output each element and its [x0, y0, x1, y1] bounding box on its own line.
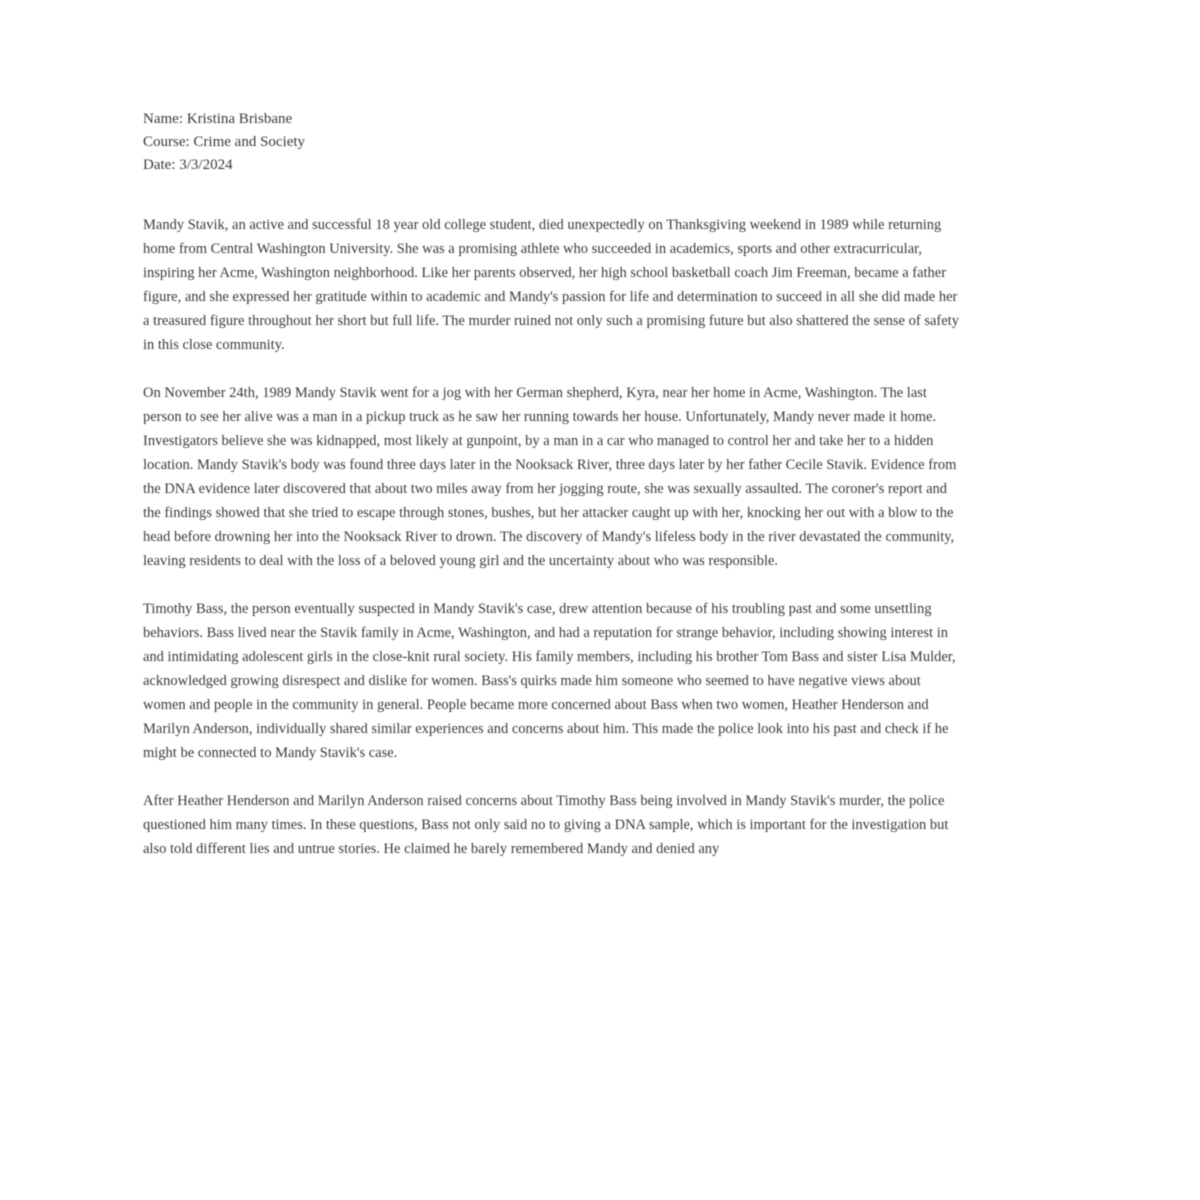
course-name: Course: Crime and Society — [143, 134, 306, 150]
student-name: Name: Kristina Brisbane — [143, 111, 293, 127]
paragraph-investigation: After Heather Henderson and Marilyn Anderson raised concerns about Timothy Bass being involved in Mandy Stavik's murder, the police questioned him many times. In these questions, Bass not only said no to giving a DNA sample, which is important for the investigation but also told different lies and untrue stories. He claimed he barely remembered Mandy and denied any — [143, 793, 949, 857]
document-header — [143, 108, 966, 177]
paragraph-suspect: Timothy Bass, the person eventually suspected in Mandy Stavik's case, drew attention because of his troubling past and some unsettling behaviors. Bass lived near the Stavik family in Acme, Washington, and had a reputation for strange behavior, including showing interest in and intimidating adolescent girls in the close-knit rural society. His family members, including his brother Tom Bass and sister Lisa Mulder, acknowledged growing disrespect and dislike for women. Bass's quirks made him someone who seemed to have negative views about women and people in the community in general. People became more concerned about Bass when two women, Heather Henderson and Marilyn Anderson, individually shared similar experiences and concerns about him. This made the police look into his past and check if he might be connected to Mandy Stavik's case. — [143, 601, 956, 761]
paragraph-intro: Mandy Stavik, an active and successful 18 year old college student, died unexpectedly on Thanksgiving weekend in 1989 while returning home from Central Washington University. She was a promising athlete who succeeded in academics, sports and other extracurricular, inspiring her Acme, Washington neighborhood. Like her parents observed, her high school basketball coach Jim Freeman, became a father figure, and she expressed her gratitude within to academic and Mandy's passion for life and determination to succeed in all she did made her a treasured figure throughout her short but full life. The murder ruined not only such a promising future but also shattered the sense of safety in this close community. — [143, 217, 959, 353]
paragraph-incident: On November 24th, 1989 Mandy Stavik went for a jog with her German shepherd, Kyra, near her home in Acme, Washington. The last person to see her alive was a man in a pickup truck as he saw her running towards her house. Unfortunately, Mandy never made it home. Investigators believe she was kidnapped, most likely at gunpoint, by a man in a car who managed to control her and take her to a hidden location. Mandy Stavik's body was found three days later in the Nooksack River, three days later by her father Cecile Stavik. Evidence from the DNA evidence later discovered that about two miles away from her jogging route, she was sexually assaulted. The coroner's report and the findings showed that she tried to escape through stones, bushes, but her attacker caught up with her, knocking her out with a blow to the head before drowning her into the Nooksack River to drown. The discovery of Mandy's lifeless body in the river devastated the community, leaving residents to deal with the loss of a beloved young girl and the uncertainty about who was responsible. — [143, 385, 957, 569]
document-date: Date: 3/3/2024 — [143, 157, 233, 173]
